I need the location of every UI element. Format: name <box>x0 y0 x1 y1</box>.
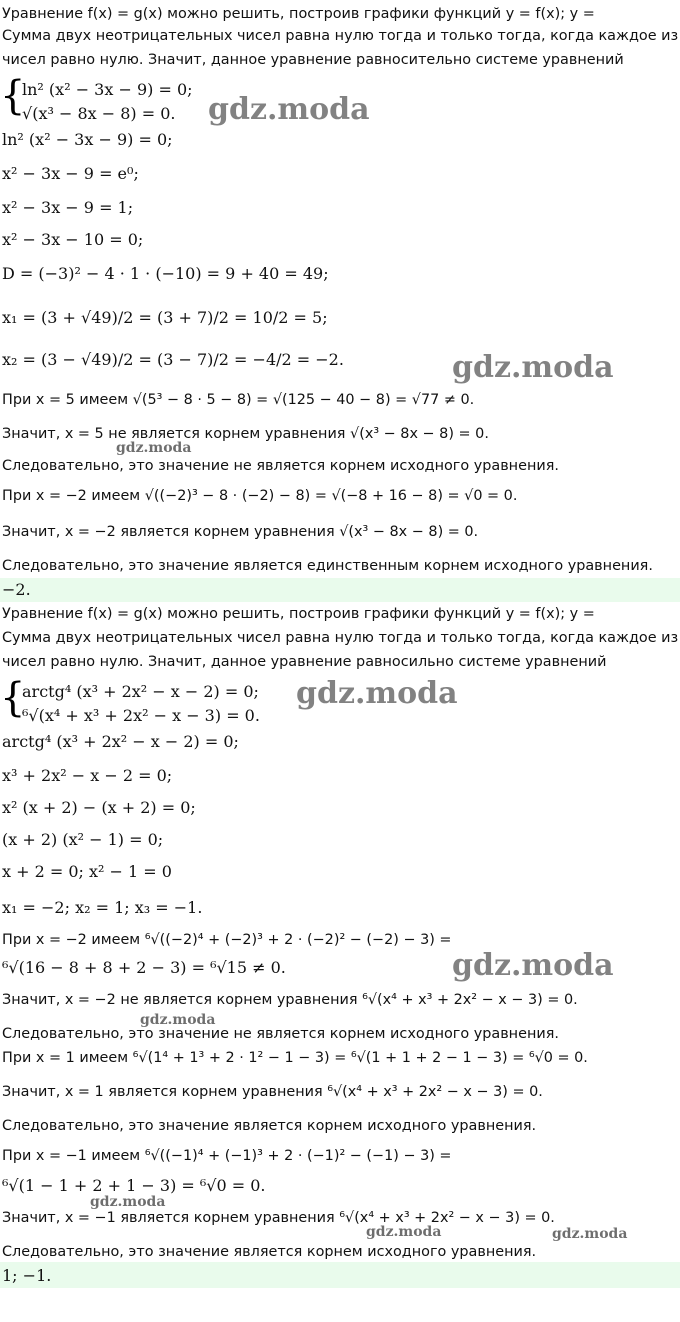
step-9: Значит, x = 5 не является корнем уравнения √(x³ − 8x − 8) = 0. <box>2 426 489 442</box>
step2-16: Значит, x = −1 является корнем уравнения ⁶√(x⁴ + x³ + 2x² − x − 3) = 0. <box>2 1210 555 1226</box>
system-eq-2: √(x³ − 8x − 8) = 0. <box>22 104 176 123</box>
step-5: D = (−3)² − 4 · 1 · (−10) = 9 + 40 = 49; <box>2 264 329 283</box>
step2-7: При x = −2 имеем ⁶√((−2)⁴ + (−2)³ + 2 · (−2)² − (−2) − 3) = <box>2 932 452 948</box>
step2-12: Значит, x = 1 является корнем уравнения ⁶√(x⁴ + x³ + 2x² − x − 3) = 0. <box>2 1084 543 1100</box>
step2-10: Следовательно, это значение не является корнем исходного уравнения. <box>2 1026 559 1042</box>
intro2-line-3: чисел равно нулю. Значит, данное уравнение равносильно системе уравнений <box>2 654 607 670</box>
intro2-line-1: Уравнение f(x) = g(x) можно решить, построив графики функций y = f(x); y = <box>2 606 595 622</box>
step-1: ln² (x² − 3x − 9) = 0; <box>2 130 173 149</box>
step2-9: Значит, x = −2 не является корнем уравнения ⁶√(x⁴ + x³ + 2x² − x − 3) = 0. <box>2 992 578 1008</box>
watermark-logo: gdz.moda <box>296 676 458 711</box>
step-2: x² − 3x − 9 = e⁰; <box>2 164 139 183</box>
watermark-logo: gdz.moda <box>116 440 192 456</box>
answer-1: −2. <box>2 580 31 599</box>
watermark-logo: gdz.moda <box>452 350 614 385</box>
step-6: x₁ = (3 + √49)/2 = (3 + 7)/2 = 10/2 = 5; <box>2 308 328 327</box>
intro-line-2: Сумма двух неотрицательных чисел равна нулю тогда и только тогда, когда каждое из <box>2 28 679 44</box>
step2-15: ⁶√(1 − 1 + 2 + 1 − 3) = ⁶√0 = 0. <box>2 1176 266 1195</box>
system2-eq-1: arctg⁴ (x³ + 2x² − x − 2) = 0; <box>22 682 259 701</box>
intro2-line-2: Сумма двух неотрицательных чисел равна нулю тогда и только тогда, когда каждое из <box>2 630 679 646</box>
step2-8: ⁶√(16 − 8 + 8 + 2 − 3) = ⁶√15 ≠ 0. <box>2 958 286 977</box>
watermark-logo: gdz.moda <box>366 1224 442 1240</box>
step2-14: При x = −1 имеем ⁶√((−1)⁴ + (−1)³ + 2 · (−1)² − (−1) − 3) = <box>2 1148 452 1164</box>
step2-2: x³ + 2x² − x − 2 = 0; <box>2 766 173 785</box>
watermark-logo: gdz.moda <box>208 92 370 127</box>
intro-line-1: Уравнение f(x) = g(x) можно решить, построив графики функций y = f(x); y = <box>2 6 595 22</box>
step2-13: Следовательно, это значение является корнем исходного уравнения. <box>2 1118 537 1134</box>
step-12: Значит, x = −2 является корнем уравнения √(x³ − 8x − 8) = 0. <box>2 524 479 540</box>
step-8: При x = 5 имеем √(5³ − 8 · 5 − 8) = √(125 − 40 − 8) = √77 ≠ 0. <box>2 392 475 408</box>
watermark-logo: gdz.moda <box>140 1012 216 1028</box>
system-brace-2: { <box>0 675 26 721</box>
step-3: x² − 3x − 9 = 1; <box>2 198 134 217</box>
step2-3: x² (x + 2) − (x + 2) = 0; <box>2 798 196 817</box>
step2-5: x + 2 = 0; x² − 1 = 0 <box>2 862 172 881</box>
step-10: Следовательно, это значение не является корнем исходного уравнения. <box>2 458 559 474</box>
step-13: Следовательно, это значение является единственным корнем исходного уравнения. <box>2 558 653 574</box>
step-7: x₂ = (3 − √49)/2 = (3 − 7)/2 = −4/2 = −2. <box>2 350 344 369</box>
step2-4: (x + 2) (x² − 1) = 0; <box>2 830 164 849</box>
step2-1: arctg⁴ (x³ + 2x² − x − 2) = 0; <box>2 732 239 751</box>
system2-eq-2: ⁶√(x⁴ + x³ + 2x² − x − 3) = 0. <box>22 706 260 725</box>
watermark-logo: gdz.moda <box>552 1226 628 1242</box>
step2-17: Следовательно, это значение является корнем исходного уравнения. <box>2 1244 537 1260</box>
intro-line-3: чисел равно нулю. Значит, данное уравнение равносительно системе уравнений <box>2 52 624 68</box>
system-brace-1: { <box>0 73 26 119</box>
answer-2: 1; −1. <box>2 1266 52 1285</box>
watermark-logo: gdz.moda <box>452 948 614 983</box>
watermark-logo: gdz.moda <box>90 1194 166 1210</box>
step-11: При x = −2 имеем √((−2)³ − 8 · (−2) − 8) = √(−8 + 16 − 8) = √0 = 0. <box>2 488 518 504</box>
answer-highlight-2 <box>0 1262 680 1288</box>
answer-highlight-1 <box>0 578 680 602</box>
step2-6: x₁ = −2; x₂ = 1; x₃ = −1. <box>2 898 203 917</box>
step2-11: При x = 1 имеем ⁶√(1⁴ + 1³ + 2 · 1² − 1 − 3) = ⁶√(1 + 1 + 2 − 1 − 3) = ⁶√0 = 0. <box>2 1050 588 1066</box>
system-eq-1: ln² (x² − 3x − 9) = 0; <box>22 80 193 99</box>
step-4: x² − 3x − 10 = 0; <box>2 230 144 249</box>
